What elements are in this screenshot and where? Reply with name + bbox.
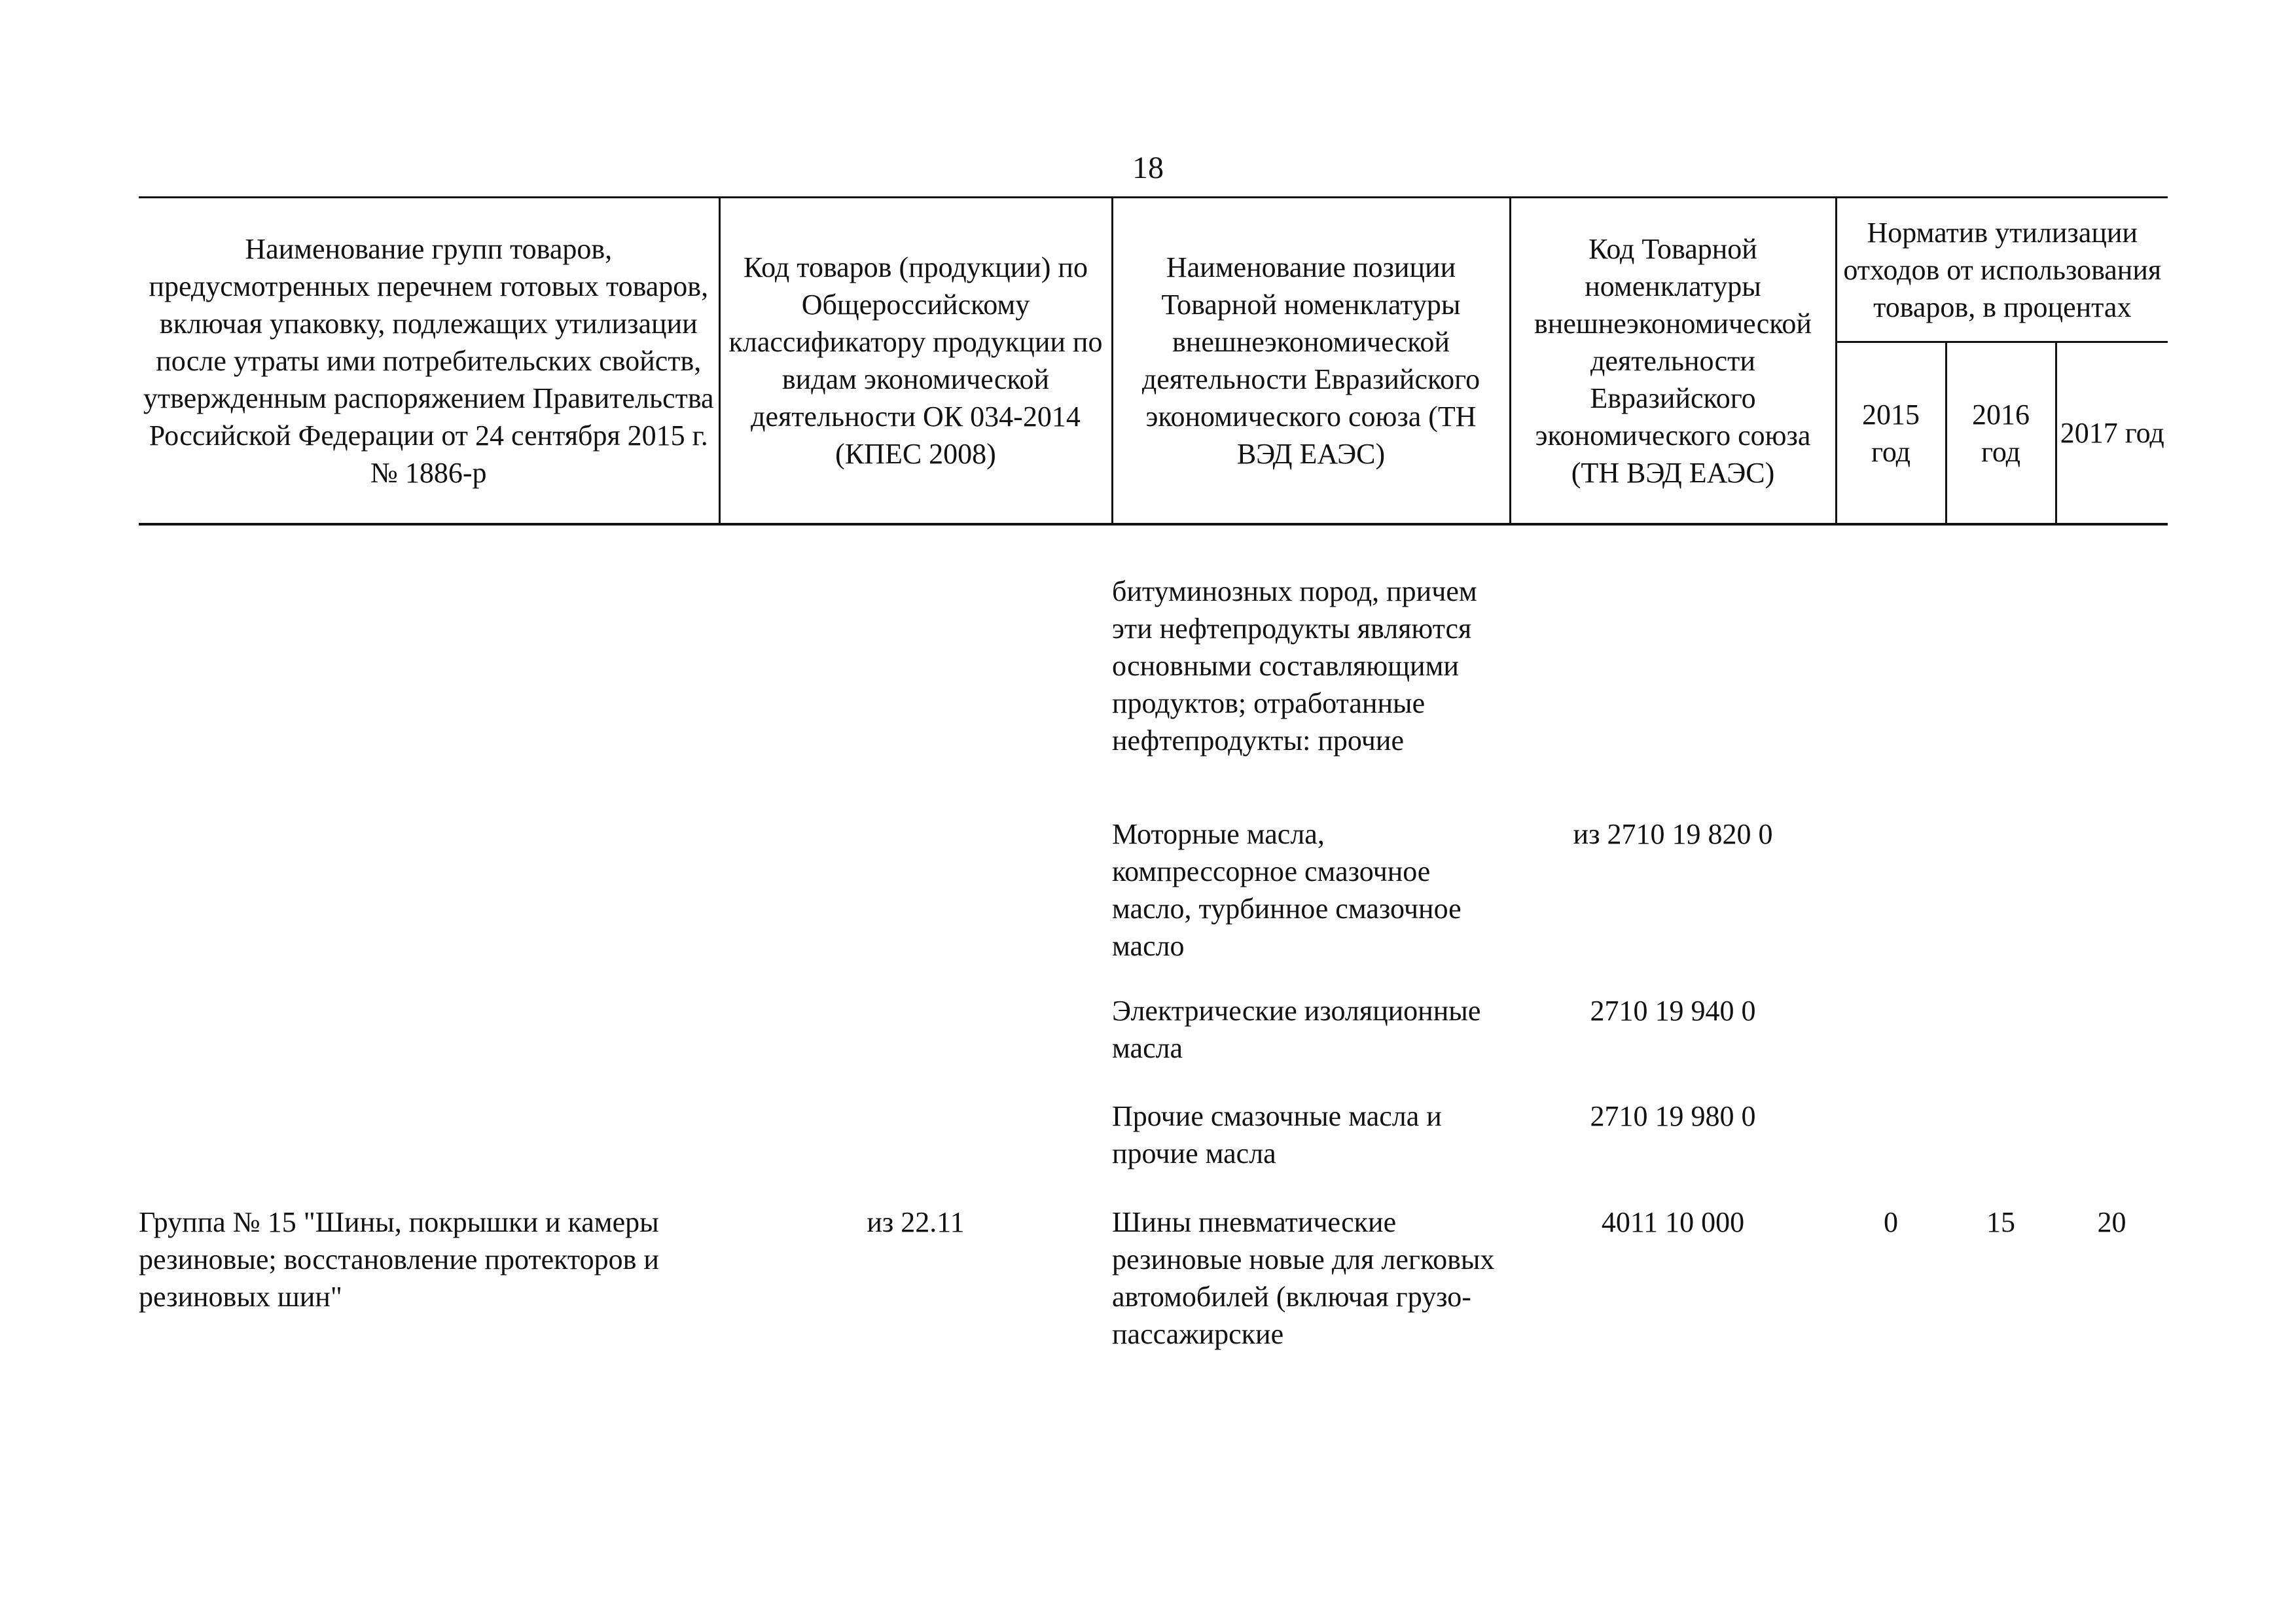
cell-2015 (1836, 524, 1946, 815)
cell-2017 (2056, 1097, 2168, 1204)
cell-2015 (1836, 815, 1946, 992)
cell-2015 (1836, 1097, 1946, 1204)
cell-group (139, 524, 719, 815)
cell-2016 (1946, 992, 2056, 1097)
norms-table (139, 196, 2168, 1400)
cell-tnved-name: Прочие смазочные масла и прочие масла (1112, 1100, 1442, 1169)
header-group-name: Наименование групп товаров, предусмотренных перечнем готовых товаров, включая упаковку, подлежащих утилизации после утраты ими потребительских свойств, утвержденным распоряжением Правительства Российской Федерации от 24 сентября 2015 г. № 1886-р (139, 198, 719, 525)
cell-tnved-name: битуминозных пород, причем эти нефтепродукты являются основными составляющими продуктов; отработанные нефтепродукты: прочие (1112, 575, 1477, 757)
table-row (139, 1097, 2168, 1204)
cell-2016 (1946, 524, 2056, 815)
cell-tnved-code (1510, 524, 1836, 815)
page-number: 18 (1132, 151, 1164, 185)
header-recycling-norm: Норматив утилизации отходов от использования товаров, в процентах (1836, 198, 2168, 342)
cell-group (139, 992, 719, 1097)
cell-okpd: из 22.11 (867, 1206, 965, 1238)
cell-2017 (2056, 524, 2168, 815)
cell-tnved-name: Моторные масла, компрессорное смазочное масло, турбинное смазочное масло (1112, 818, 1462, 962)
header-okpd-code: Код товаров (продукции) по Общероссийскому классификатору продукции по видам экономической деятельности ОК 034-2014 (КПЕС 2008) (719, 198, 1112, 525)
cell-2017 (2056, 992, 2168, 1097)
cell-tnved-code: 4011 10 000 (1601, 1206, 1745, 1238)
cell-tnved-name: Электрические изоляционные масла (1112, 995, 1481, 1064)
cell-2016 (1946, 815, 2056, 992)
cell-okpd (719, 815, 1112, 992)
cell-tnved-code: из 2710 19 820 0 (1573, 818, 1773, 850)
cell-group: Группа № 15 "Шины, покрышки и камеры резиновые; восстановление протекторов и резиновых шин" (139, 1206, 659, 1313)
header-year-2016: 2016 год (1946, 342, 2056, 525)
table-header (139, 198, 2168, 525)
cell-2017: 20 (2097, 1206, 2126, 1238)
cell-tnved-code: 2710 19 980 0 (1590, 1100, 1756, 1132)
cell-group (139, 815, 719, 992)
table-row (139, 1204, 2168, 1400)
cell-tnved-name: Шины пневматические резиновые новые для легковых автомобилей (включая грузо-пассажирские (1112, 1206, 1495, 1350)
cell-okpd (719, 1097, 1112, 1204)
cell-2015 (1836, 992, 1946, 1097)
cell-okpd (719, 524, 1112, 815)
cell-2015: 0 (1884, 1206, 1898, 1238)
cell-2016: 15 (1986, 1206, 2015, 1238)
header-year-2017: 2017 год (2056, 342, 2168, 525)
header-tnved-name: Наименование позиции Товарной номенклатуры внешнеэкономической деятельности Евразийского экономического союза (ТН ВЭД ЕАЭС) (1112, 198, 1510, 525)
table-row (139, 524, 2168, 815)
table-body (139, 524, 2168, 1400)
cell-2016 (1946, 1097, 2056, 1204)
table-row (139, 992, 2168, 1097)
header-year-2015: 2015 год (1836, 342, 1946, 525)
cell-tnved-code: 2710 19 940 0 (1590, 995, 1756, 1027)
header-tnved-code: Код Товарной номенклатуры внешнеэкономической деятельности Евразийского экономического союза (ТН ВЭД ЕАЭС) (1510, 198, 1836, 525)
cell-okpd (719, 992, 1112, 1097)
cell-group (139, 1097, 719, 1204)
cell-2017 (2056, 815, 2168, 992)
table-row (139, 815, 2168, 992)
